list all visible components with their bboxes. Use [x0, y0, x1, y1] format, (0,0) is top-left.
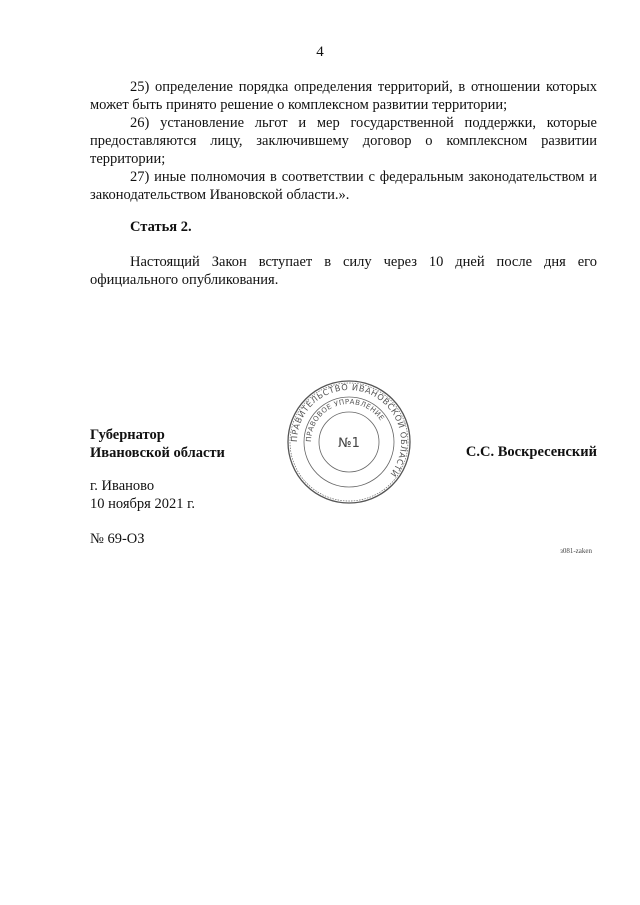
- signatory-title: [90, 426, 225, 462]
- list-item-26: 26) установление льгот и мер государственной поддержки, которые предоставляются лицу, заключившему договор о комплексном развитии территории;: [90, 115, 597, 167]
- official-stamp: [286, 379, 412, 505]
- article-text-block: [90, 253, 597, 289]
- stamp-inner-text: ПРАВОВОЕ УПРАВЛЕНИЕ: [304, 397, 386, 443]
- stamp-number: №1: [338, 436, 360, 451]
- list-item-27: 27) иные полномочия в соответствии с федеральным законодательством и законодательством Ивановской области.».: [90, 169, 597, 203]
- list-items: [90, 78, 597, 204]
- signatory-title-line1: Губернатор: [90, 427, 165, 443]
- law-number: № 69-ОЗ: [90, 531, 145, 547]
- svg-text:ПРАВИТЕЛЬСТВО ИВАНОВСКОЙ ОБЛАС: [289, 382, 409, 479]
- list-item-25: 25) определение порядка определения территорий, в отношении которых может быть принято решение о комплексном развитии территории;: [90, 79, 597, 113]
- signatory-title-line2: Ивановской области: [90, 445, 225, 461]
- article-text: Настоящий Закон вступает в силу через 10 дней после дня его официального опубликования.: [90, 254, 597, 288]
- signatory-name: С.С. Воскресенский: [465, 444, 597, 460]
- date: 10 ноября 2021 г.: [90, 496, 196, 512]
- place: г. Иваново: [90, 478, 155, 494]
- article-heading: Статья 2.: [130, 219, 192, 235]
- place-date: [90, 477, 195, 513]
- stamp-outer-text: ПРАВИТЕЛЬСТВО ИВАНОВСКОЙ ОБЛАСТИ: [288, 381, 410, 480]
- file-code: з081-zaken: [560, 547, 592, 555]
- page-number: 4: [316, 44, 324, 60]
